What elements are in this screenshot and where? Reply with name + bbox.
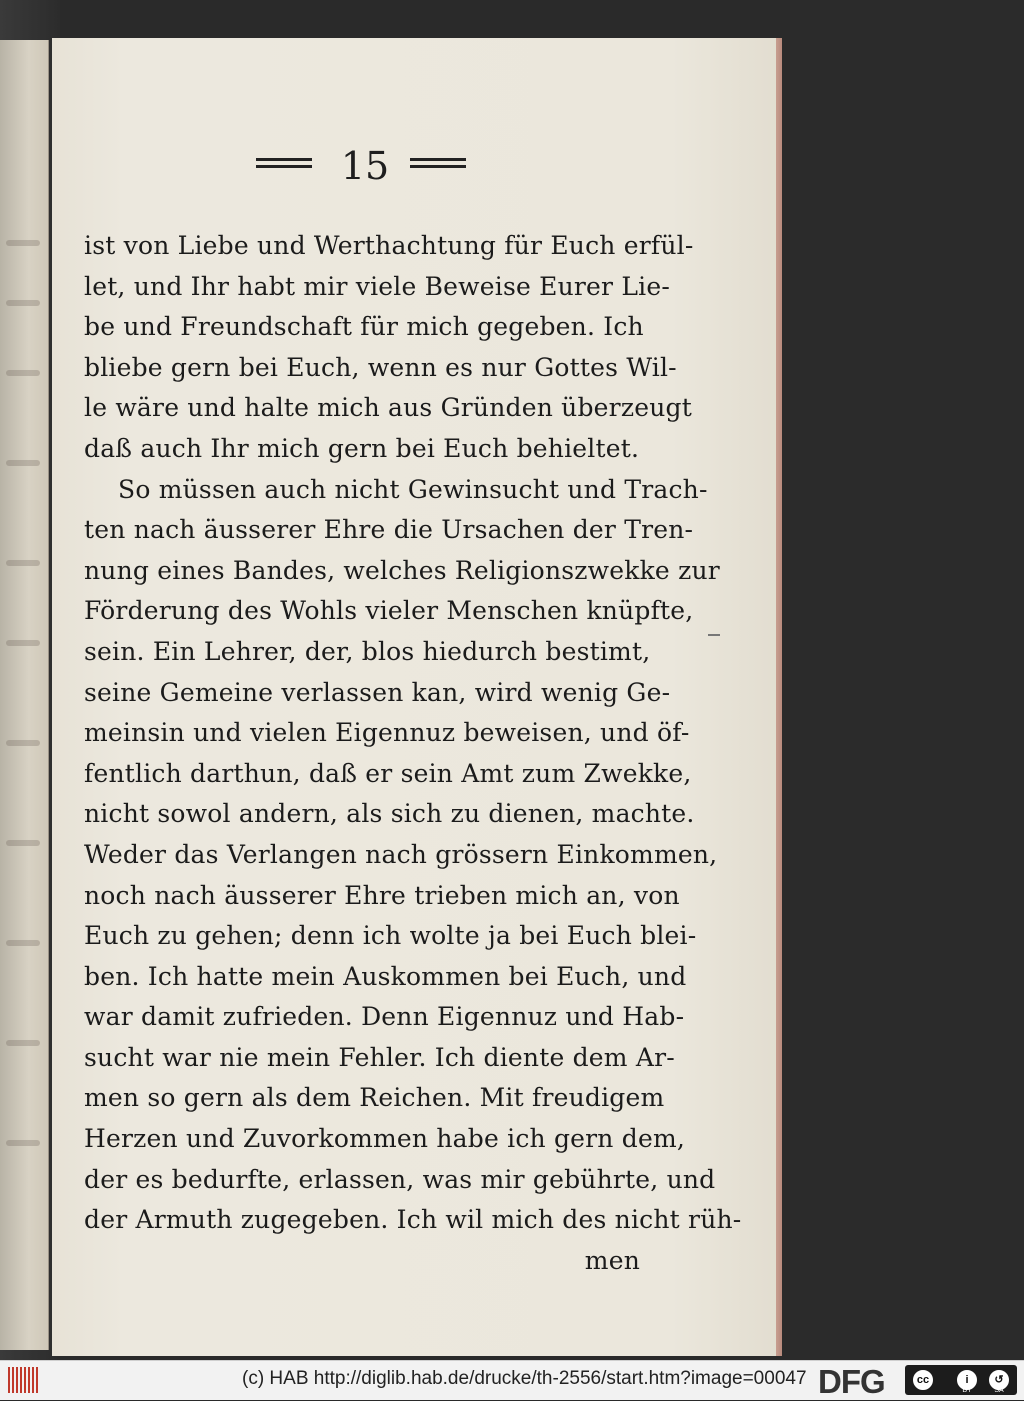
text-line: der es bedurfte, erlassen, was mir gebührte, und [84, 1164, 716, 1194]
text-line: sucht war nie mein Fehler. Ich diente dem Ar- [84, 1042, 675, 1072]
text-line: Euch zu gehen; denn ich wolte ja bei Euch blei- [84, 921, 697, 951]
text-line: ten nach äusserer Ehre die Ursachen der Tren- [84, 515, 694, 545]
text-line: nung eines Bandes, welches Religionszwekke zur [84, 555, 720, 585]
text-line: war damit zufrieden. Denn Eigennuz und Hab- [84, 1002, 685, 1032]
previous-leaf-edge [0, 40, 49, 1350]
margin-mark [708, 634, 720, 636]
text-line: noch nach äusserer Ehre trieben mich an, von [84, 880, 680, 910]
text-line: men so gern als dem Reichen. Mit freudigem [84, 1083, 665, 1113]
text-line: bliebe gern bei Euch, wenn es nur Gottes Wil- [84, 352, 677, 382]
text-line: fentlich darthun, daß er sein Amt zum Zwekke, [84, 758, 692, 788]
barcode-icon [8, 1367, 38, 1393]
license-sa-label: SA [994, 1387, 1004, 1394]
text-line: le wäre und halte mich aus Gründen überzeugt [84, 393, 692, 423]
text-line: So müssen auch nicht Gewinsucht und Trach- [118, 474, 708, 504]
header-rule-left [256, 158, 312, 174]
creative-commons-icon: cc [911, 1368, 935, 1392]
text-line: ist von Liebe und Werthachtung für Euch erfül- [84, 231, 694, 260]
catchword: men [584, 1245, 640, 1275]
footer-bar [0, 1360, 1024, 1400]
page-text [84, 226, 742, 1281]
text-line: let, und Ihr habt mir viele Beweise Eurer Lie- [84, 271, 670, 301]
page-header [200, 146, 500, 190]
page-edge [776, 38, 782, 1356]
text-line: sein. Ein Lehrer, der, blos hiedurch bestimt, [84, 636, 651, 666]
page-number: 15 [340, 144, 390, 188]
share-alike-icon: ↺ [987, 1368, 1011, 1392]
text-line: nicht sowol andern, als sich zu dienen, machte. [84, 799, 695, 829]
attribution-icon: i [955, 1368, 979, 1392]
text-line: ben. Ich hatte mein Auskommen bei Euch, und [84, 961, 687, 991]
background-right [790, 0, 1024, 1360]
copyright-link[interactable]: (c) HAB http://diglib.hab.de/drucke/th-2556/start.htm?image=00047 [242, 1368, 807, 1389]
text-line: Weder das Verlangen nach grössern Einkommen, [84, 839, 718, 869]
header-rule-right [410, 158, 466, 174]
license-by-label: BY [962, 1387, 972, 1394]
text-line: Förderung des Wohls vieler Menschen knüpfte, [84, 596, 694, 626]
dfg-logo[interactable]: DFG [818, 1363, 885, 1400]
text-line: der Armuth zugegeben. Ich wil mich des nicht rüh- [84, 1205, 742, 1235]
text-line: Herzen und Zuvorkommen habe ich gern dem, [84, 1124, 686, 1154]
text-line: be und Freundschaft für mich gegeben. Ich [84, 312, 644, 342]
text-line: meinsin und vielen Eigennuz beweisen, und öf- [84, 718, 690, 748]
text-line: seine Gemeine verlassen kan, wird wenig Ge- [84, 677, 671, 707]
cc-license-badge[interactable] [905, 1365, 1017, 1395]
text-line: daß auch Ihr mich gern bei Euch behieltet. [84, 433, 640, 463]
